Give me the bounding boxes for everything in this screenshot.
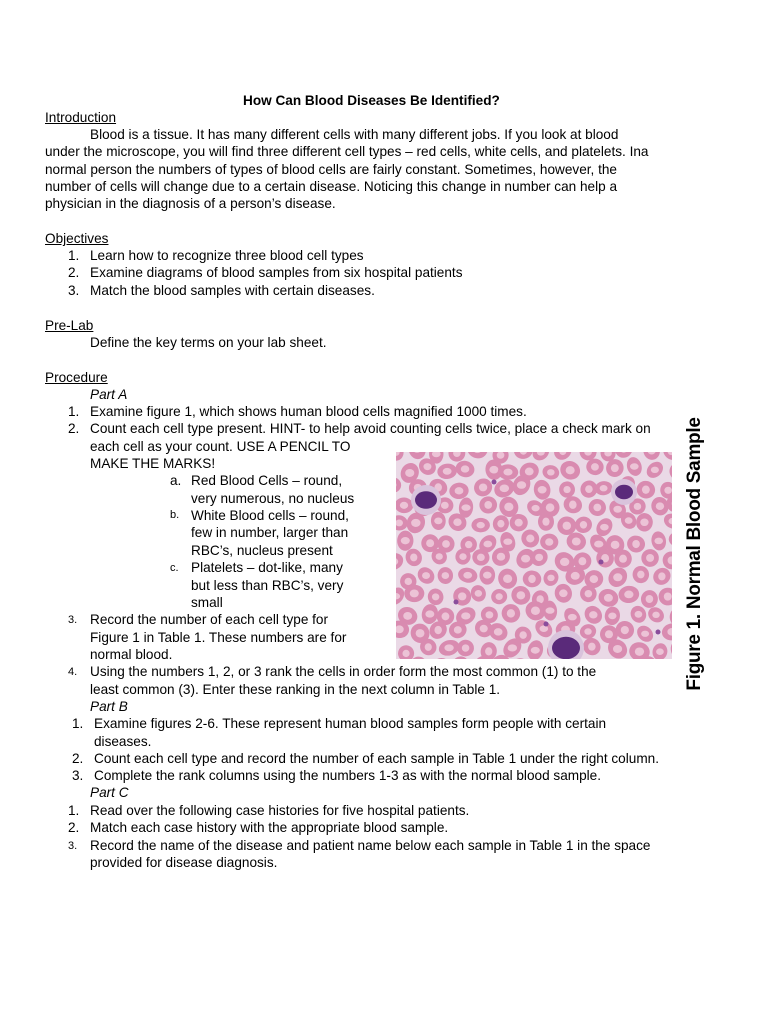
red-blood-cell: [457, 639, 474, 656]
red-blood-cell: [624, 455, 644, 478]
step-number: 2.: [68, 820, 80, 835]
figure-1-caption-box: [675, 417, 715, 691]
objective-item: Learn how to recognize three blood cell types: [90, 248, 364, 263]
sub-b-line-2: few in number, larger than: [191, 525, 349, 540]
intro-line-2: under the microscope, you will find three different cell types – red cells, white cells, and platelets. Ina: [45, 144, 649, 159]
prelab-heading: Pre-Lab: [45, 318, 94, 333]
procedure-heading: Procedure: [45, 370, 108, 385]
red-blood-cell: [596, 587, 620, 610]
red-blood-cell: [640, 548, 660, 568]
red-blood-cell: [618, 585, 640, 604]
red-blood-cell: [558, 481, 575, 499]
red-blood-cell: [594, 480, 613, 496]
red-blood-cell: [532, 478, 552, 501]
part-c-step-3-line-1: Record the name of the disease and patient name below each sample in Table 1 in the space: [90, 838, 651, 853]
part-b-label: Part B: [90, 699, 128, 714]
objectives-heading: Objectives: [45, 231, 109, 246]
part-c-step-1: Read over the following case histories for five hospital patients.: [90, 803, 470, 818]
sub-a-line-1: Red Blood Cells – round,: [191, 473, 343, 488]
objective-number: 2.: [68, 265, 80, 280]
red-blood-cell: [454, 459, 477, 480]
red-blood-cell: [635, 512, 653, 532]
part-c-label: Part C: [90, 785, 129, 800]
red-blood-cell: [557, 516, 577, 536]
red-blood-cell: [426, 587, 445, 607]
red-blood-cell: [404, 585, 424, 602]
red-blood-cell: [469, 583, 488, 604]
objective-item: Examine diagrams of blood samples from six hospital patients: [90, 265, 463, 280]
sub-letter: c.: [170, 562, 179, 574]
part-a-step-3-line-1: Record the number of each cell type for: [90, 612, 329, 627]
objective-item: Match the blood samples with certain diseases.: [90, 283, 375, 298]
intro-line-5: physician in the diagnosis of a person’s disease.: [45, 196, 336, 211]
sub-a-line-2: very numerous, no nucleus: [191, 491, 355, 506]
part-b-step-2: Count each cell type and record the number of each sample in Table 1 under the right column.: [94, 751, 659, 766]
sub-c-line-3: small: [191, 595, 223, 610]
red-blood-cell: [557, 458, 583, 483]
red-blood-cell: [586, 496, 609, 518]
red-blood-cell: [471, 518, 489, 532]
red-blood-cell: [650, 530, 668, 551]
red-blood-cell: [529, 452, 552, 464]
platelet: [454, 600, 459, 605]
page-title: How Can Blood Diseases Be Identified?: [243, 93, 500, 108]
red-blood-cell: [522, 570, 542, 588]
step-number: 2.: [68, 421, 80, 436]
red-blood-cell: [541, 463, 561, 481]
part-a-step-4-line-2: least common (3). Enter these ranking in the next column in Table 1.: [90, 682, 501, 697]
part-a-step-2-line-3: MAKE THE MARKS!: [90, 456, 216, 471]
red-blood-cell: [634, 622, 656, 645]
sub-c-line-2: but less than RBC’s, very: [191, 578, 344, 593]
step-number: 1.: [68, 404, 80, 419]
red-blood-cell: [396, 550, 406, 573]
step-number: 3.: [68, 840, 78, 852]
red-blood-cell: [540, 533, 559, 551]
red-blood-cell: [643, 459, 666, 482]
red-blood-cell: [634, 479, 657, 501]
blood-smear-drawing: [396, 452, 672, 659]
platelet: [656, 630, 661, 635]
red-blood-cell: [437, 567, 453, 585]
step-number: 4.: [68, 666, 78, 678]
red-blood-cell: [581, 602, 606, 627]
red-blood-cell: [651, 642, 669, 659]
part-b-step-1-line-1: Examine figures 2-6. These represent human blood samples form people with certain: [94, 716, 607, 731]
sub-b-line-1: White Blood cells – round,: [191, 508, 349, 523]
objective-number: 1.: [68, 248, 80, 263]
red-blood-cell: [642, 452, 662, 461]
red-blood-cell: [490, 588, 508, 606]
introduction-heading: Introduction: [45, 110, 117, 125]
part-b-step-1-line-2: diseases.: [94, 734, 152, 749]
part-a-step-2-line-1: Count each cell type present. HINT- to help avoid counting cells twice, place a check mark on: [90, 421, 651, 436]
red-blood-cell: [640, 590, 658, 609]
part-a-step-2-line-2: each cell as your count. USE A PENCIL TO: [90, 439, 351, 454]
red-blood-cell: [572, 514, 594, 536]
blood-smear-image: [396, 452, 672, 659]
sub-letter: b.: [170, 509, 180, 521]
red-blood-cell: [625, 534, 646, 554]
part-a-step-1: Examine figure 1, which shows human blood cells magnified 1000 times.: [90, 404, 527, 419]
red-blood-cell: [553, 582, 574, 604]
red-blood-cell: [430, 511, 446, 530]
white-blood-cell: [611, 479, 637, 505]
sub-b-line-3: RBC’s, nucleus present: [191, 543, 333, 558]
step-number: 3.: [72, 768, 84, 783]
red-blood-cell: [660, 452, 672, 463]
red-blood-cell: [632, 565, 650, 584]
intro-line-1: Blood is a tissue. It has many different cells with many different jobs. If you look at blood: [90, 127, 619, 142]
red-blood-cell: [604, 606, 621, 626]
prelab-text: Define the key terms on your lab sheet.: [90, 335, 327, 350]
step-number: 1.: [68, 803, 80, 818]
red-blood-cell: [464, 452, 490, 461]
red-blood-cell: [578, 622, 598, 640]
red-blood-cell: [457, 566, 479, 585]
red-blood-cell: [479, 496, 497, 514]
part-c-step-3-line-2: provided for disease diagnosis.: [90, 855, 278, 870]
figure-1-caption: Figure 1. Normal Blood Sample: [684, 417, 705, 691]
white-blood-cell: [411, 485, 441, 515]
sub-c-line-1: Platelets – dot-like, many: [191, 560, 343, 575]
red-blood-cell: [414, 564, 437, 587]
intro-line-4: number of cells will change due to a certain disease. Noticing this change in number can help a: [45, 179, 618, 194]
part-c-step-2: Match each case history with the appropriate blood sample.: [90, 820, 449, 835]
part-a-step-3-line-2: Figure 1 in Table 1. These numbers are for: [90, 630, 347, 645]
step-number: 3.: [68, 614, 78, 626]
objective-number: 3.: [68, 283, 80, 298]
red-blood-cell: [513, 452, 535, 460]
red-blood-cell: [668, 638, 672, 659]
red-blood-cell: [666, 459, 672, 484]
red-blood-cell: [396, 477, 402, 494]
part-b-step-3: Complete the rank columns using the numbers 1-3 as with the normal blood sample.: [94, 768, 602, 783]
red-blood-cell: [657, 586, 672, 607]
sub-letter: a.: [170, 473, 182, 488]
white-blood-cell: [548, 630, 584, 659]
red-blood-cell: [669, 532, 672, 547]
platelet: [544, 622, 549, 627]
intro-line-3: normal person the numbers of types of blood cells are fairly constant. Sometimes, however, the: [45, 162, 617, 177]
step-number: 2.: [72, 751, 84, 766]
red-blood-cell: [450, 584, 474, 609]
step-number: 1.: [72, 716, 84, 731]
red-blood-cell: [448, 482, 469, 500]
part-a-label: Part A: [90, 387, 128, 402]
platelet: [492, 480, 497, 485]
red-blood-cell: [541, 567, 561, 588]
red-blood-cell: [479, 566, 495, 585]
red-blood-cell: [396, 644, 415, 659]
red-blood-cell: [436, 462, 458, 480]
red-blood-cell: [397, 530, 414, 551]
part-a-step-3-line-3: normal blood.: [90, 647, 173, 662]
red-blood-cell: [660, 622, 672, 643]
part-a-step-4-line-1: Using the numbers 1, 2, or 3 rank the cells in order form the most common (1) to the: [90, 664, 597, 679]
red-blood-cell: [433, 658, 451, 659]
platelet: [599, 560, 604, 565]
red-blood-cell: [396, 452, 405, 462]
red-blood-cell: [448, 452, 466, 462]
